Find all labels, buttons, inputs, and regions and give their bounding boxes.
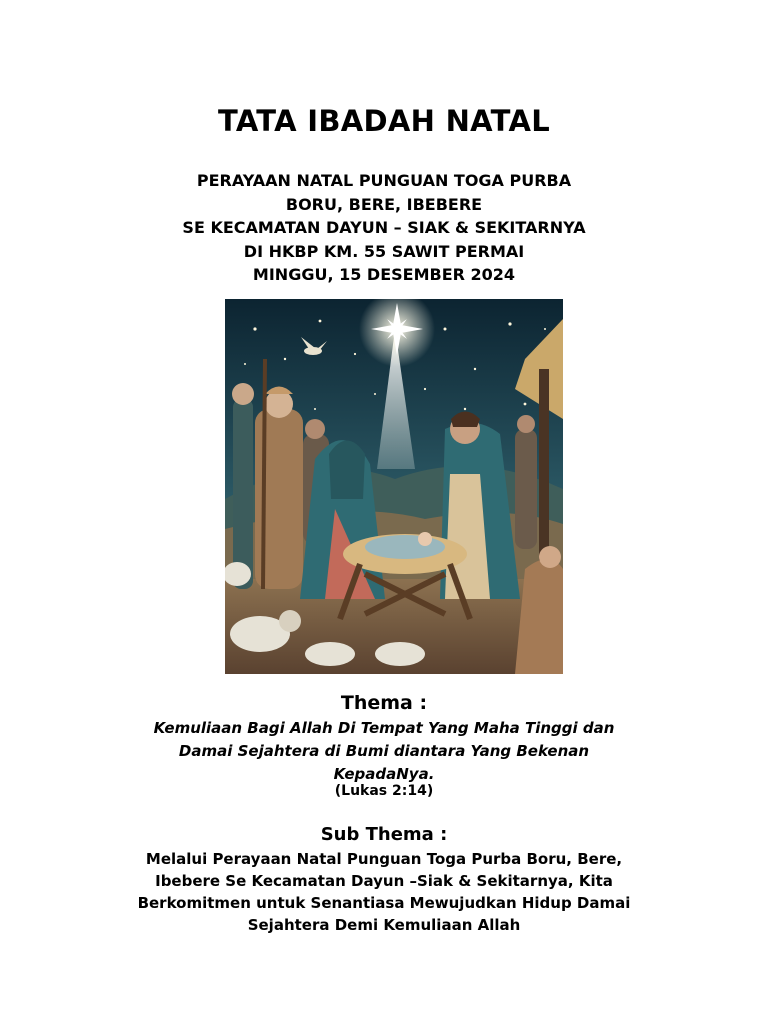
subthema-text	[90, 848, 678, 936]
thema-line: KepadaNya.	[333, 765, 435, 783]
event-line: SE KECAMATAN DAYUN – SIAK & SEKITARNYA	[182, 218, 586, 237]
thema-line: Kemuliaan Bagi Allah Di Tempat Yang Maha Tinggi dan	[153, 719, 615, 737]
subthema-line: Ibebere Se Kecamatan Dayun –Siak & Sekitarnya, Kita	[155, 872, 613, 890]
event-line: DI HKBP KM. 55 SAWIT PERMAI	[243, 241, 525, 261]
event-line: PERAYAAN NATAL PUNGUAN TOGA PURBA	[196, 171, 572, 190]
event-line: BORU, BERE, IBEBERE	[285, 194, 483, 214]
subthema-line: Melalui Perayaan Natal Punguan Toga Purba Boru, Bere,	[145, 850, 623, 868]
bible-reference: (Lukas 2:14)	[334, 783, 434, 799]
subthema-line: Sejahtera Demi Kemuliaan Allah	[247, 916, 521, 934]
event-details	[0, 169, 768, 287]
event-line: MINGGU, 15 DESEMBER 2024	[252, 265, 516, 284]
document-title: TATA IBADAH NATAL	[217, 104, 551, 138]
subthema-line: Berkomitmen untuk Senantiasa Mewujudkan Hidup Damai	[137, 894, 631, 912]
thema-line: Damai Sejahtera di Bumi diantara Yang Bekenan	[178, 742, 590, 760]
thema-text	[100, 717, 668, 786]
subthema-heading: Sub Thema :	[320, 824, 448, 845]
nativity-illustration	[225, 299, 563, 674]
thema-heading: Thema :	[340, 692, 428, 714]
